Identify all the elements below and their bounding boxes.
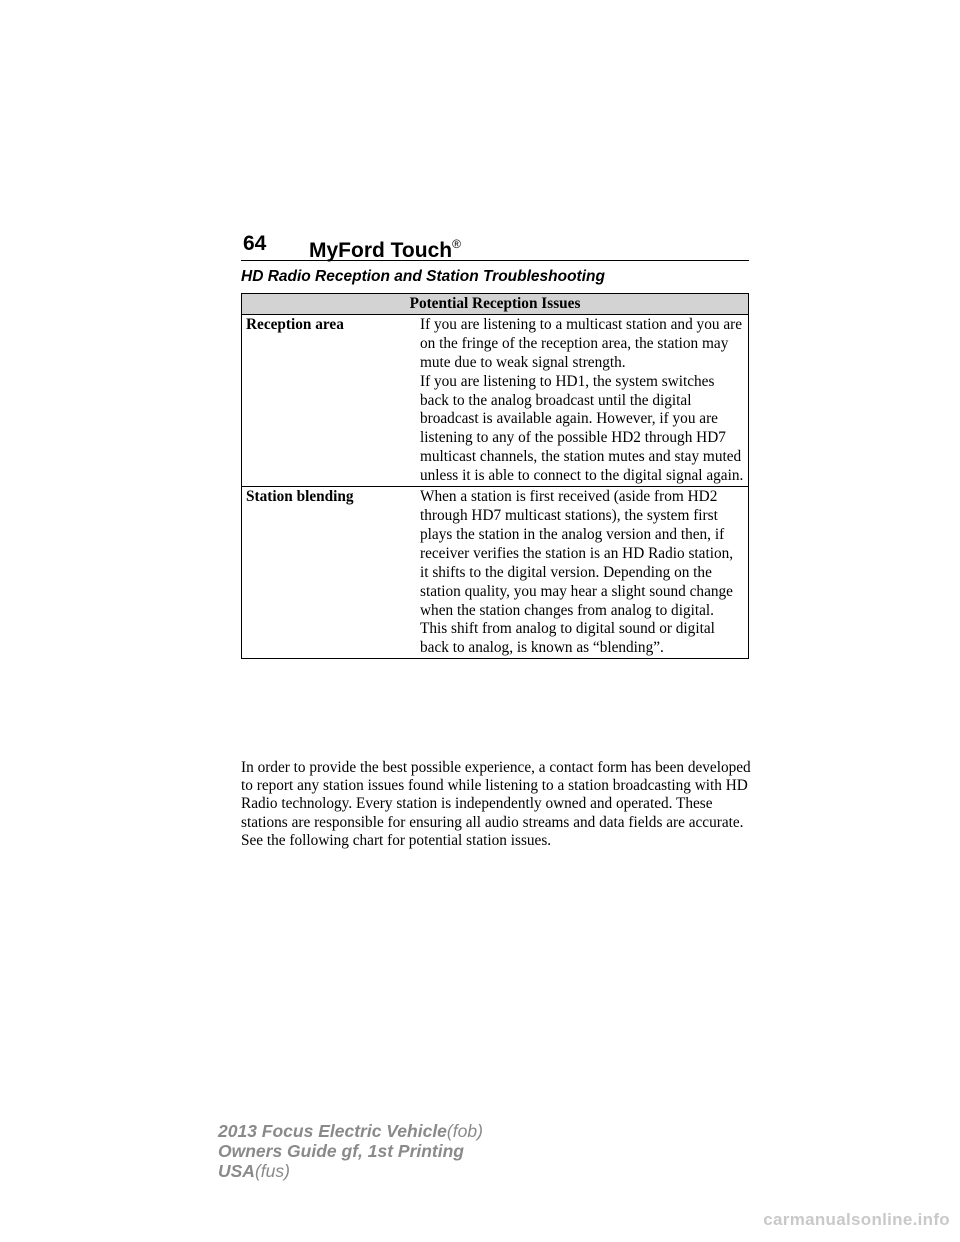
reception-issues-table — [241, 293, 749, 659]
description-paragraph: If you are listening to a multicast station and you are on the fringe of the reception area, the station may mute due to weak signal strength. — [420, 315, 742, 371]
footer-market: USA — [218, 1161, 255, 1181]
page-number: 64 — [243, 232, 267, 255]
row-description — [418, 487, 749, 659]
description-paragraph: When a station is first received (aside from HD2 through HD7 multicast stations), the system first plays the station in the analog version and then, if receiver verifies the station is an HD Radio station, it shifts to the digital version. Depending on the station quality, you may hear a slight sound change when the station changes from analog to digital. This shift from analog to digital sound or digital back to analog, is known as “blending”. — [420, 488, 734, 657]
row-description — [418, 314, 749, 486]
row-label: Reception area — [242, 314, 419, 486]
footer-line-1 — [218, 1121, 483, 1141]
footer-line-2 — [218, 1141, 483, 1161]
watermark: carmanualsonline.info — [763, 1210, 950, 1229]
table-heading: Potential Reception Issues — [242, 294, 749, 315]
footer-line-3 — [218, 1161, 483, 1181]
table-row — [242, 314, 749, 486]
print-footer — [218, 1121, 483, 1181]
footer-printing: Owners Guide gf, 1st Printing — [218, 1141, 464, 1161]
footer-market-code: (fus) — [254, 1161, 290, 1181]
chapter-title-text: MyFord Touch — [309, 239, 453, 262]
section-title: HD Radio Reception and Station Troubleshooting — [241, 268, 605, 285]
footer-code: (fob) — [446, 1121, 483, 1141]
description-paragraph: If you are listening to HD1, the system switches back to the analog broadcast until the digital broadcast is available again. However, if you are listening to any of the possible HD2 through HD7 multicast channels, the station mutes and stay muted unless it is able to connect to the digital signal again. — [420, 372, 744, 485]
chapter-title — [309, 228, 461, 267]
registered-mark: ® — [452, 237, 461, 251]
page-header — [241, 228, 749, 261]
body-paragraph: In order to provide the best possible experience, a contact form has been developed to report any station issues found while listening to a station broadcasting with HD Radio technology. Every station is independently owned and operated. These stations are responsible for ensuring all audio streams and data fields are accurate. See the following chart for potential station issues. — [241, 759, 751, 849]
table-row — [242, 487, 749, 659]
row-label: Station blending — [242, 487, 419, 659]
footer-vehicle: 2013 Focus Electric Vehicle — [218, 1121, 447, 1141]
